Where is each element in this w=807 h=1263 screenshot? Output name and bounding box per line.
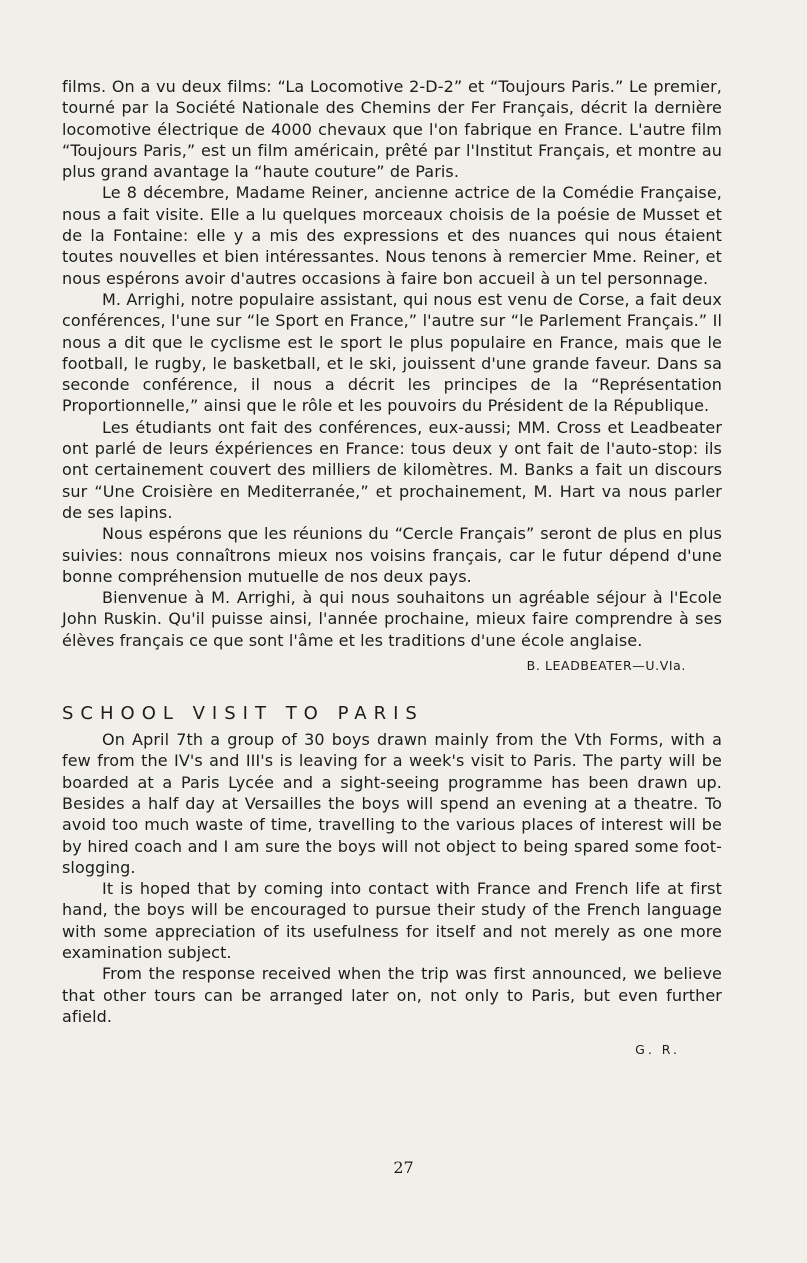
paragraph-arrighi-conferences: M. Arrighi, notre populaire assistant, qui nous est venu de Corse, a fait deux conférences, l'une sur “le Sport en France,” l'autre sur “le Parlement Français.” Il nous a dit que le cyclisme est le sport le plus populaire en France, mais que le football, le rugby, le basketball, et le ski, jouissent d'une grande faveur. Dans sa seconde conférence, il nous a décrit les principes de la “Représentation Proportionnelle,” ainsi que le rôle et les pouvoirs du Président de la République. xyxy=(62,289,722,416)
paragraph-films: films. On a vu deux films: “La Locomotive 2-D-2” et “Toujours Paris.” Le premier, tourné par la Société Nationale des Chemins der Fer Français, décrit la dernière locomotive électrique de 4000 chevaux que l'on fabrique en France. L'autre film “Toujours Paris,” est un film américain, prêté par l'Institut Français, et montre au plus grand avantage la “haute couture” de Paris. xyxy=(62,77,722,182)
paragraph-madame-reiner: Le 8 décembre, Madame Reiner, ancienne actrice de la Comédie Française, nous a fait visite. Elle a lu quelques morceaux choisis de la poésie de Musset et de la Fontaine: elle y a mis des expressions et des nuances qui nous étaient toutes nouvelles et bien intéressantes. Nous tenons à remercier Mme. Reiner, et nous espérons avoir d'autres occasions à faire bon accueil à un tel personnage. xyxy=(62,183,722,288)
page-number: 27 xyxy=(393,1158,414,1177)
author-signature-gr: G. R. xyxy=(635,1042,680,1058)
paragraph-cercle-francais: Nous espérons que les réunions du “Cercle Français” seront de plus en plus suivies: nous connaîtrons mieux nos voisins français, car le futur dépend d'une bonne compréhension mutuelle de nos deux pays. xyxy=(62,524,722,586)
paragraph-visit-plan: On April 7th a group of 30 boys drawn mainly from the Vth Forms, with a few from the IV's and III's is leaving for a week's visit to Paris. The party will be boarded at a Paris Lycée and a sight-seeing programme has been drawn up. Besides a half day at Versailles the boys will spend an evening at a theatre. To avoid too much waste of time, travelling to the various places of interest will be by hired coach and I am sure the boys will not object to being spared some foot-slogging. xyxy=(62,730,722,877)
text-column xyxy=(62,76,722,1059)
paragraph-bienvenue: Bienvenue à M. Arrighi, à qui nous souhaitons un agréable séjour à l'Ecole John Ruskin. Qu'il puisse ainsi, l'année prochaine, mieux faire comprendre à ses élèves français ce que sont l'âme et les traditions d'une école anglaise. xyxy=(62,588,722,650)
author-signature-leadbeater: B. LEADBEATER—U.VIa. xyxy=(526,658,686,674)
paragraph-student-talks: Les étudiants ont fait des conférences, eux-aussi; MM. Cross et Leadbeater ont parlé de leurs éxpériences en France: tous deux y ont fait de l'auto-stop: ils ont certainement couvert des milliers de kilomètres. M. Banks a fait un discours sur “Une Croisière en Mediterranée,” et prochainement, M. Hart va nous parler de ses lapins. xyxy=(62,417,722,522)
paragraph-future-tours: From the response received when the trip was first announced, we believe that other tours can be arranged later on, not only to Paris, but even further afield. xyxy=(62,964,722,1026)
french-circle-report xyxy=(62,76,722,675)
section-heading: SCHOOL VISIT TO PARIS xyxy=(62,703,424,725)
school-visit-article xyxy=(62,703,722,1059)
paragraph-visit-purpose: It is hoped that by coming into contact with France and French life at first hand, the boys will be encouraged to pursue their study of the French language with some appreciation of its usefulness for itself and not merely as one more examination subject. xyxy=(62,879,722,962)
